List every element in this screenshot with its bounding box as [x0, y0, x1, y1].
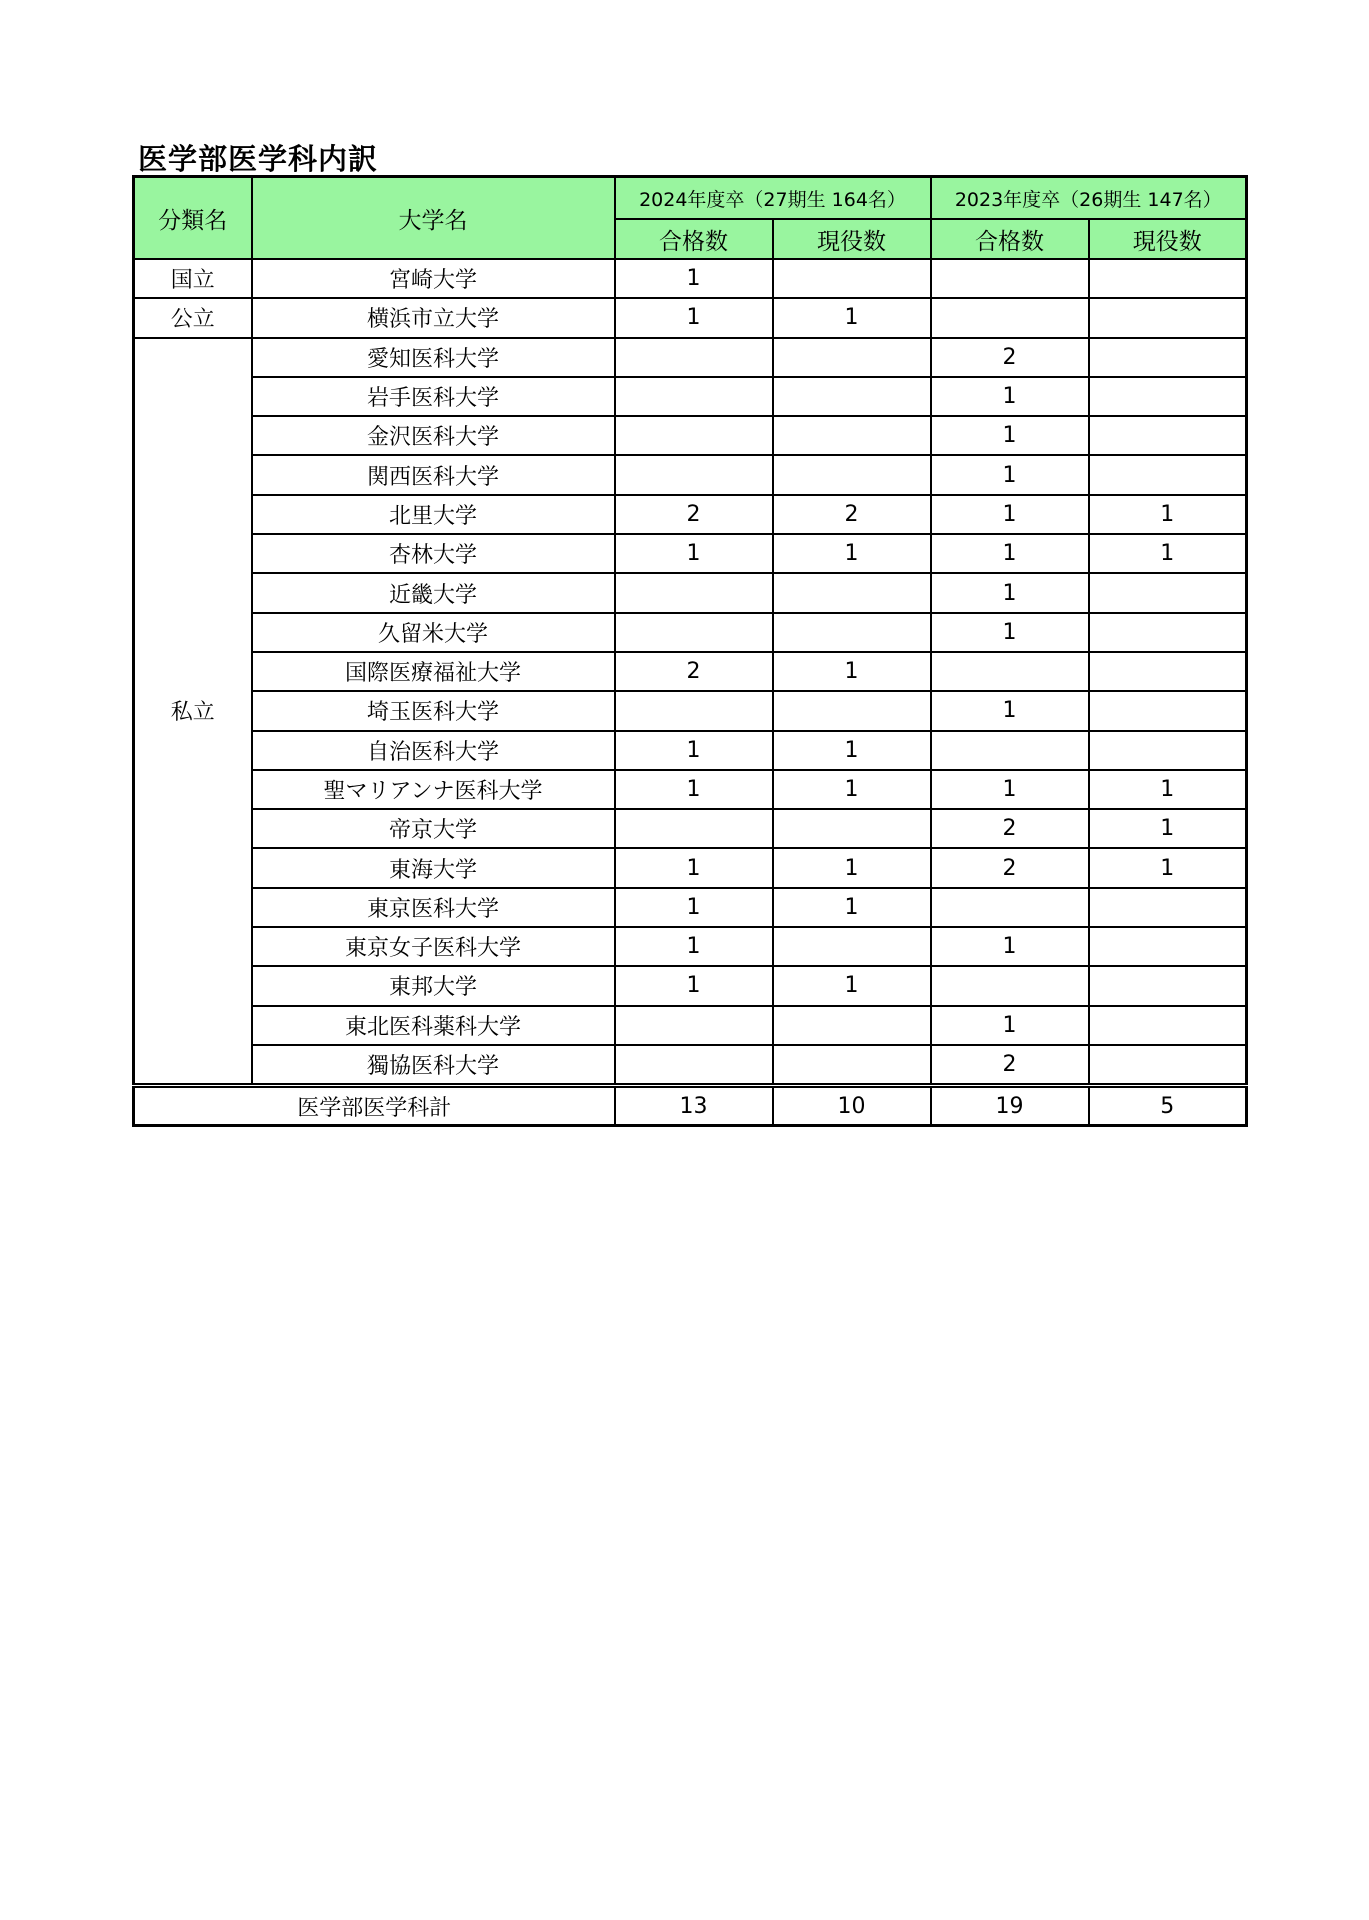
table-row: [134, 1006, 1247, 1045]
table-row: [134, 338, 1247, 377]
table-row: [134, 888, 1247, 927]
university-name-cell: 東京女子医科大学: [252, 927, 615, 966]
count-cell: 1: [1089, 809, 1247, 848]
count-cell: 1: [615, 888, 773, 927]
count-cell: 1: [931, 1006, 1089, 1045]
count-cell: 1: [773, 298, 931, 337]
count-cell: 1: [615, 848, 773, 887]
count-cell: 2: [931, 809, 1089, 848]
table-row: [134, 573, 1247, 612]
count-cell: 1: [931, 377, 1089, 416]
count-cell: [1089, 455, 1247, 494]
count-cell: [931, 966, 1089, 1005]
total-value: 19: [931, 1086, 1089, 1126]
count-cell: 1: [773, 966, 931, 1005]
category-cell: 国立: [134, 259, 252, 298]
table-row: [134, 848, 1247, 887]
passed-header-2023: 合格数: [931, 219, 1089, 259]
count-cell: [615, 1045, 773, 1086]
count-cell: [615, 691, 773, 730]
count-cell: 1: [615, 966, 773, 1005]
count-cell: [1089, 1006, 1247, 1045]
university-name-cell: 聖マリアンナ医科大学: [252, 770, 615, 809]
page-title: 医学部医学科内訳: [138, 142, 379, 176]
count-cell: 1: [931, 770, 1089, 809]
count-cell: 2: [931, 338, 1089, 377]
count-cell: [931, 652, 1089, 691]
count-cell: 1: [773, 534, 931, 573]
results-table: [132, 175, 1248, 1127]
count-cell: [615, 455, 773, 494]
count-cell: [773, 338, 931, 377]
count-cell: [773, 259, 931, 298]
count-cell: [773, 691, 931, 730]
count-cell: [1089, 966, 1247, 1005]
count-cell: [615, 338, 773, 377]
count-cell: 1: [931, 416, 1089, 455]
table-row: [134, 534, 1247, 573]
total-value: 5: [1089, 1086, 1247, 1126]
university-name-cell: 自治医科大学: [252, 731, 615, 770]
count-cell: [1089, 377, 1247, 416]
count-cell: [615, 573, 773, 612]
count-cell: 1: [931, 455, 1089, 494]
university-name-cell: 国際医療福祉大学: [252, 652, 615, 691]
university-name-cell: 帝京大学: [252, 809, 615, 848]
count-cell: [615, 377, 773, 416]
count-cell: [773, 613, 931, 652]
count-cell: 1: [1089, 848, 1247, 887]
table-row: [134, 770, 1247, 809]
university-name-cell: 獨協医科大学: [252, 1045, 615, 1086]
university-name-cell: 東北医科薬科大学: [252, 1006, 615, 1045]
current-header-2023: 現役数: [1089, 219, 1247, 259]
table-row: [134, 1045, 1247, 1086]
count-cell: [1089, 416, 1247, 455]
table-row: [134, 416, 1247, 455]
count-cell: [1089, 731, 1247, 770]
count-cell: [931, 298, 1089, 337]
count-cell: 1: [615, 770, 773, 809]
count-cell: [615, 416, 773, 455]
count-cell: [773, 455, 931, 494]
university-name-cell: 関西医科大学: [252, 455, 615, 494]
total-value: 10: [773, 1086, 931, 1126]
count-cell: [1089, 298, 1247, 337]
count-cell: [773, 416, 931, 455]
count-cell: [1089, 652, 1247, 691]
count-cell: 1: [931, 927, 1089, 966]
table-row: [134, 613, 1247, 652]
table-row: [134, 691, 1247, 730]
table-row: [134, 927, 1247, 966]
table-row: [134, 966, 1247, 1005]
count-cell: [773, 377, 931, 416]
category-cell: 私立: [134, 338, 252, 1086]
count-cell: [1089, 691, 1247, 730]
count-cell: [1089, 259, 1247, 298]
count-cell: 1: [615, 731, 773, 770]
count-cell: 1: [931, 534, 1089, 573]
table-row: [134, 455, 1247, 494]
total-row: [134, 1086, 1247, 1126]
table-row: [134, 259, 1247, 298]
university-name-cell: 東邦大学: [252, 966, 615, 1005]
table-row: [134, 731, 1247, 770]
table-row: [134, 298, 1247, 337]
count-cell: [1089, 927, 1247, 966]
total-value: 13: [615, 1086, 773, 1126]
university-name-cell: 近畿大学: [252, 573, 615, 612]
table-body: [134, 259, 1247, 1086]
university-name-cell: 東海大学: [252, 848, 615, 887]
count-cell: [615, 1006, 773, 1045]
university-name-cell: 横浜市立大学: [252, 298, 615, 337]
count-cell: [1089, 338, 1247, 377]
university-name-cell: 岩手医科大学: [252, 377, 615, 416]
table-row: [134, 495, 1247, 534]
count-cell: [773, 809, 931, 848]
count-cell: 1: [773, 848, 931, 887]
count-cell: 1: [931, 573, 1089, 612]
current-header-2024: 現役数: [773, 219, 931, 259]
university-name-cell: 久留米大学: [252, 613, 615, 652]
count-cell: 1: [931, 691, 1089, 730]
count-cell: [615, 809, 773, 848]
university-name-cell: 北里大学: [252, 495, 615, 534]
count-cell: [773, 573, 931, 612]
university-name-cell: 愛知医科大学: [252, 338, 615, 377]
count-cell: 1: [773, 731, 931, 770]
passed-header-2024: 合格数: [615, 219, 773, 259]
count-cell: 1: [1089, 495, 1247, 534]
table-row: [134, 652, 1247, 691]
count-cell: 1: [615, 927, 773, 966]
count-cell: 2: [931, 1045, 1089, 1086]
count-cell: [773, 927, 931, 966]
count-cell: [931, 888, 1089, 927]
table-row: [134, 377, 1247, 416]
count-cell: [931, 259, 1089, 298]
count-cell: 1: [773, 770, 931, 809]
university-name-cell: 杏林大学: [252, 534, 615, 573]
count-cell: 1: [615, 298, 773, 337]
count-cell: [1089, 613, 1247, 652]
count-cell: 1: [615, 259, 773, 298]
year-header-2023: 2023年度卒（26期生 147名）: [931, 177, 1247, 220]
count-cell: [1089, 573, 1247, 612]
count-cell: [773, 1045, 931, 1086]
count-cell: [1089, 888, 1247, 927]
count-cell: 1: [1089, 770, 1247, 809]
count-cell: 2: [615, 495, 773, 534]
count-cell: 1: [615, 534, 773, 573]
count-cell: [615, 613, 773, 652]
count-cell: [931, 731, 1089, 770]
count-cell: 1: [1089, 534, 1247, 573]
university-name-cell: 金沢医科大学: [252, 416, 615, 455]
university-name-cell: 東京医科大学: [252, 888, 615, 927]
category-cell: 公立: [134, 298, 252, 337]
category-header: 分類名: [134, 177, 252, 260]
university-header: 大学名: [252, 177, 615, 260]
count-cell: 2: [615, 652, 773, 691]
university-name-cell: 宮崎大学: [252, 259, 615, 298]
count-cell: [1089, 1045, 1247, 1086]
count-cell: 1: [773, 652, 931, 691]
year-header-2024: 2024年度卒（27期生 164名）: [615, 177, 931, 220]
count-cell: 1: [931, 613, 1089, 652]
count-cell: 1: [931, 495, 1089, 534]
count-cell: 2: [931, 848, 1089, 887]
count-cell: [773, 1006, 931, 1045]
total-label: 医学部医学科計: [134, 1086, 615, 1126]
count-cell: 2: [773, 495, 931, 534]
count-cell: 1: [773, 888, 931, 927]
university-name-cell: 埼玉医科大学: [252, 691, 615, 730]
table-row: [134, 809, 1247, 848]
